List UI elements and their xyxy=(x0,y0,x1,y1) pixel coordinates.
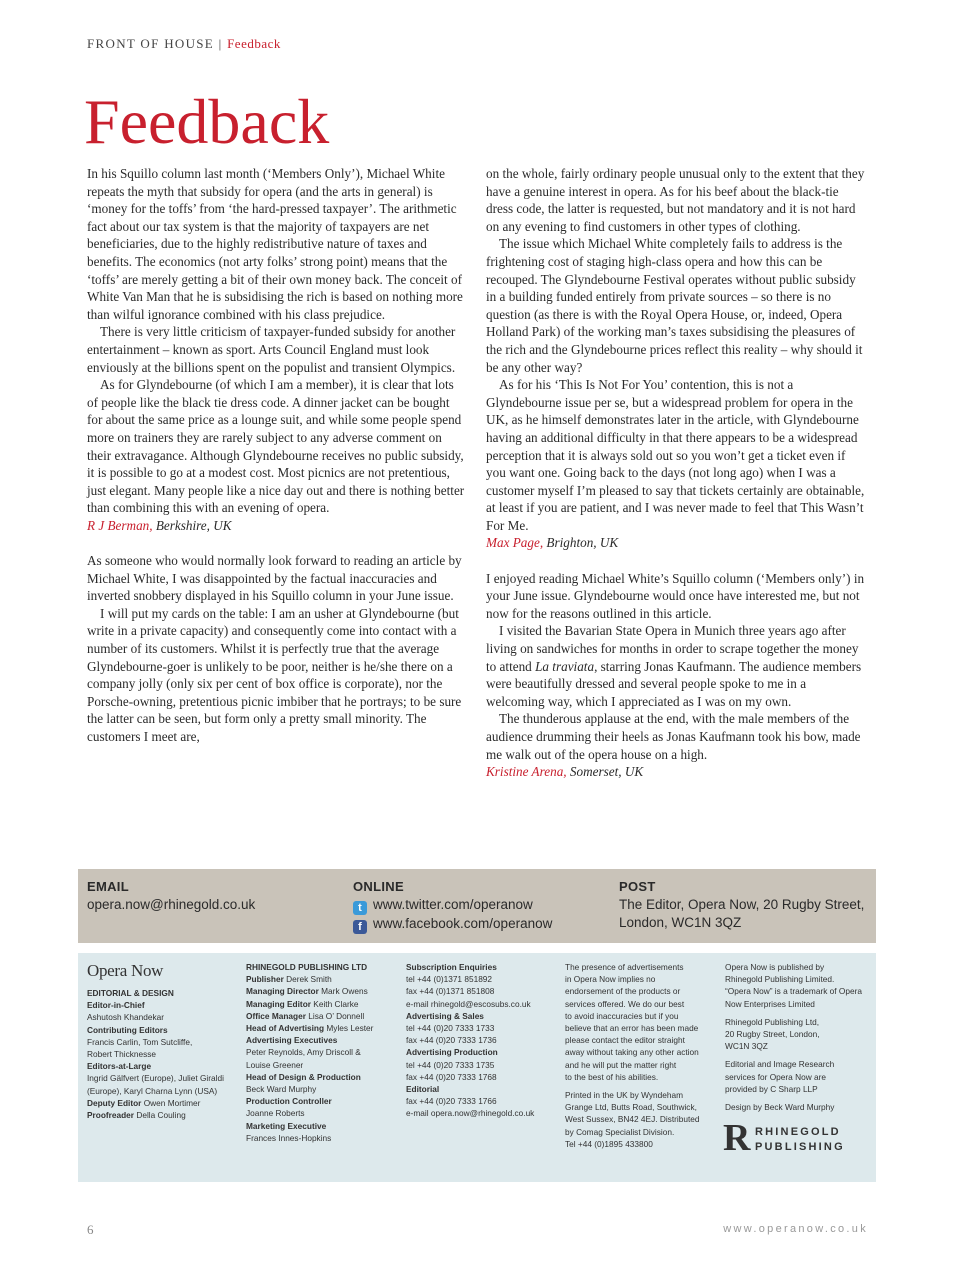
masthead-value: Mark Owens xyxy=(318,986,368,997)
masthead-line xyxy=(246,1120,396,1132)
masthead-line xyxy=(246,1083,396,1095)
masthead-line xyxy=(87,1060,237,1072)
contact-post xyxy=(619,878,864,932)
post-heading: POST xyxy=(619,879,656,894)
masthead-publisher-info xyxy=(725,961,875,1113)
masthead-line xyxy=(406,1022,556,1034)
letter-paragraph: The issue which Michael White completely fails to address is the frightening cost of staging high-class opera and how this can be recouped. The Glyndebourne Festival operates without public subsidy in a building funded entirely from private sources – so there is no question (as there is with the Royal Opera House, or, indeed, Opera Holland Park) of the working man’s taxes subsidising the pleasures of the rich and the Glyndebourne prices reflect this reality – why should it be any other way? xyxy=(486,236,863,375)
masthead-value: fax +44 (0)1371 851808 xyxy=(406,986,495,997)
masthead-line xyxy=(406,1095,556,1107)
page-number: 6 xyxy=(87,1222,94,1237)
masthead-line xyxy=(406,1046,556,1058)
masthead-value: fax +44 (0)20 7333 1766 xyxy=(406,1096,497,1107)
masthead-role: Publisher xyxy=(246,974,284,985)
masthead-role: Head of Design & Production xyxy=(246,1071,361,1082)
signature-place: Somerset, UK xyxy=(569,764,644,780)
masthead-value: Joanne Roberts xyxy=(246,1108,305,1119)
masthead-line xyxy=(87,1085,237,1097)
facebook-link[interactable]: www.facebook.com/operanow xyxy=(373,916,553,931)
twitter-link[interactable]: www.twitter.com/operanow xyxy=(373,897,533,912)
masthead-text-line: to avoid inaccuracies but if you xyxy=(565,1010,679,1021)
masthead-value: fax +44 (0)20 7333 1736 xyxy=(406,1035,497,1046)
masthead-line xyxy=(87,1097,237,1109)
letter-signature xyxy=(486,534,866,552)
masthead-value: Louise Greener xyxy=(246,1059,304,1070)
masthead-role: Production Controller xyxy=(246,1096,332,1107)
masthead-line xyxy=(87,1024,237,1036)
masthead-text-line: believe that an error has been made xyxy=(565,1023,699,1034)
masthead-line xyxy=(406,1034,556,1046)
masthead-value: tel +44 (0)20 7333 1735 xyxy=(406,1059,495,1070)
masthead-line xyxy=(406,1059,556,1071)
page-title: Feedback xyxy=(84,86,330,157)
masthead-text-line: Opera Now is published by xyxy=(725,962,825,972)
masthead-text-line: in Opera Now implies no xyxy=(565,974,656,985)
masthead-role: Head of Advertising xyxy=(246,1023,325,1034)
masthead-line xyxy=(246,1132,396,1144)
masthead-value: (Europe), Karyl Charna Lynn (USA) xyxy=(87,1085,218,1096)
signature-place: Berkshire, UK xyxy=(155,517,232,533)
masthead-text-line: services for Opera Now are xyxy=(725,1071,826,1082)
masthead-publishing xyxy=(246,961,396,1144)
masthead-line xyxy=(87,1048,237,1060)
masthead-value: tel +44 (0)1371 851892 xyxy=(406,974,493,985)
masthead-line xyxy=(406,998,556,1010)
masthead-line xyxy=(406,1107,556,1119)
masthead-line xyxy=(246,1095,396,1107)
masthead-text-line: West Sussex, BN42 4EJ. Distributed xyxy=(565,1114,700,1125)
masthead-value: Francis Carlin, Tom Sutcliffe, xyxy=(87,1036,193,1047)
masthead-line xyxy=(406,1083,556,1095)
masthead-role: Advertising Production xyxy=(406,1047,498,1058)
masthead-line xyxy=(246,998,396,1010)
masthead-role: Editor-in-Chief xyxy=(87,1000,145,1011)
masthead-disclaimer xyxy=(565,961,717,1150)
masthead-value: fax +44 (0)20 7333 1768 xyxy=(406,1071,497,1082)
masthead-text-line: provided by C Sharp LLP xyxy=(725,1083,818,1094)
letter-paragraph: In his Squillo column last month (‘Members Only’), Michael White repeats the myth that subsidy for opera (and the arts in general) is ‘money for the toffs’ from ‘the hard-pressed taxpayer’. The arithmetic fact about our tax system is that the majority of taxpayers are net beneficiaries, due to the highly redistributive nature of taxes and benefits. The economics (not arty folks’ strong point) means that the ‘toffs’ are merely getting a bit of their own money back. The conceit of White Van Man that he is subsidising the rich is based on nothing more than wilful ignorance combined with his class prejudice. xyxy=(87,166,463,322)
masthead-value: Keith Clarke xyxy=(311,998,359,1009)
masthead-text-line: Design by Beck Ward Murphy xyxy=(725,1102,835,1113)
email-link[interactable]: opera.now@rhinegold.co.uk xyxy=(87,897,256,912)
letter-paragraph: I visited the Bavarian State Opera in Munich three years ago after living on sandwiches for months in order to scrape together the money to attend La traviata, starring Jonas Kaufmann. The audience members were beautifully dressed and several people spoke to me in a welcoming way, which I appreciated as I was on my own. xyxy=(486,623,862,709)
masthead-line xyxy=(246,1010,396,1022)
masthead-value: e-mail rhinegold@escosubs.co.uk xyxy=(406,998,531,1009)
opera-now-logo: Opera Now xyxy=(87,961,164,980)
masthead-line xyxy=(87,987,237,999)
masthead-role: Editorial xyxy=(406,1084,440,1095)
signature-place: Brighton, UK xyxy=(546,535,619,551)
post-address-line: London, WC1N 3QZ xyxy=(619,915,742,930)
masthead-text-line: Tel +44 (0)1895 433800 xyxy=(565,1138,653,1149)
masthead-line xyxy=(246,1071,396,1083)
signature-name: R J Berman, xyxy=(87,517,153,533)
masthead-text-line: 20 Rugby Street, London, xyxy=(725,1029,820,1040)
masthead-line xyxy=(87,1036,237,1048)
email-heading: EMAIL xyxy=(87,879,129,894)
masthead-line xyxy=(246,973,396,985)
masthead-role: Managing Director xyxy=(246,986,319,997)
masthead-line xyxy=(406,985,556,997)
masthead-role: Marketing Executive xyxy=(246,1120,327,1131)
letter-signature xyxy=(486,763,866,781)
online-heading: ONLINE xyxy=(353,879,404,894)
contact-email xyxy=(87,878,255,914)
masthead-line xyxy=(87,1109,237,1121)
subsection-label: Feedback xyxy=(227,36,281,51)
opera-title: La traviata xyxy=(535,658,595,674)
masthead-value: Ingrid Gälfvert (Europe), Juliet Giraldi xyxy=(87,1073,224,1084)
signature-name: Kristine Arena, xyxy=(486,764,567,780)
masthead-line xyxy=(87,1011,237,1023)
masthead-role: Deputy Editor xyxy=(87,1097,142,1108)
masthead-text-line: endorsement of the products or xyxy=(565,986,681,997)
section-label: FRONT OF HOUSE xyxy=(87,36,215,51)
rhinegold-logo-line: PUBLISHING xyxy=(755,1141,845,1153)
masthead-text-line: Now Enterprises Limited xyxy=(725,998,815,1009)
masthead-role: Advertising Executives xyxy=(246,1035,338,1046)
rhinegold-logo-mark: R xyxy=(723,1117,751,1159)
contact-bar xyxy=(78,869,876,943)
masthead-text-line: Editorial and Image Research xyxy=(725,1059,835,1070)
letter-paragraph: There is very little criticism of taxpayer-funded subsidy for another entertainment – known as sport. Arts Council England must look enviously at the billions spent on the populist and transient Olympics. xyxy=(87,324,456,375)
letter-paragraph: As for Glyndebourne (of which I am a member), it is clear that lots of people like the black tie dress code. A dinner jacket can be bought for about the same price as a lounge suit, and while some people spend more on trainers they are rarely subject to any adverse comment on their extravagance. Although Glyndebourne receives no public subsidy, it is possible to go at a modest cost. Most picnics are not pretentious, just elegant. Many people like a nice day out and there is nothing better than combining this with an evening of opera. xyxy=(87,377,465,516)
footer-url[interactable]: www.operanow.co.uk xyxy=(723,1223,868,1235)
masthead-role: Contributing Editors xyxy=(87,1024,168,1035)
letter-paragraph: The thunderous applause at the end, with the male members of the audience drumming their heels as Jonas Kaufmann took his bow, made me walk out of the opera house on a high. xyxy=(486,711,861,762)
signature-name: Max Page, xyxy=(486,535,544,551)
masthead-value: Beck Ward Murphy xyxy=(246,1084,317,1095)
masthead-role: RHINEGOLD PUBLISHING LTD xyxy=(246,962,368,972)
masthead-line xyxy=(406,1071,556,1083)
facebook-icon: f xyxy=(353,920,367,934)
section-separator: | xyxy=(218,36,223,51)
rhinegold-logo-line: RHINEGOLD xyxy=(755,1126,841,1138)
masthead-role: Editors-at-Large xyxy=(87,1061,152,1072)
letter-paragraph: I enjoyed reading Michael White’s Squillo column (‘Members only’) in your June issue. Glyndebourne would once have interested me, but not now for the reasons outlined in this article. xyxy=(486,570,865,621)
twitter-icon: t xyxy=(353,901,367,915)
masthead-value: Myles Lester xyxy=(324,1023,374,1034)
masthead-role: Office Manager xyxy=(246,1010,306,1021)
masthead-role: Subscription Enquiries xyxy=(406,962,497,972)
masthead-value: Owen Mortimer xyxy=(141,1097,201,1108)
masthead-value: Robert Thicknesse xyxy=(87,1049,157,1060)
masthead-text-line: Printed in the UK by Wyndeham xyxy=(565,1090,683,1101)
masthead-text-line: services offered. We do our best xyxy=(565,998,685,1009)
masthead-value: Ashutosh Khandekar xyxy=(87,1012,165,1023)
masthead-line xyxy=(246,1107,396,1119)
letter-paragraph: As someone who would normally look forward to reading an article by Michael White, I was disappointed by the factual inaccuracies and inverted snobbery displayed in his Squillo column in your June issue. xyxy=(87,553,462,604)
masthead-value: Frances Innes-Hopkins xyxy=(246,1132,332,1143)
masthead-line xyxy=(246,961,396,973)
post-address-line: The Editor, Opera Now, 20 Rugby Street, xyxy=(619,897,865,912)
letters-left-column xyxy=(87,165,467,746)
masthead-text-line: WC1N 3QZ xyxy=(725,1041,768,1052)
letter-paragraph: on the whole, fairly ordinary people unusual only to the extent that they have a genuine interest in opera. As for his beef about the black-tie dress code, the latter is requested, but not mandatory and it is not hard on any evening to find customers in other types of clothing. xyxy=(486,166,865,234)
masthead-value: tel +44 (0)20 7333 1733 xyxy=(406,1023,495,1034)
masthead-role: EDITORIAL & DESIGN xyxy=(87,988,174,998)
masthead-role: Managing Editor xyxy=(246,998,311,1009)
masthead-value: Derek Smith xyxy=(283,974,332,985)
letters-right-column xyxy=(486,165,866,781)
masthead-text-line: to the best of his abilities. xyxy=(565,1071,659,1082)
masthead-text-line: Rhinegold Publishing Ltd, xyxy=(725,1016,820,1027)
masthead-line xyxy=(406,961,556,973)
masthead-value: Lisa O’ Donnell xyxy=(305,1010,365,1021)
masthead-text-line: please contact the editor straight xyxy=(565,1035,685,1046)
masthead-line xyxy=(246,1059,396,1071)
letter-signature xyxy=(87,517,467,535)
masthead-contacts xyxy=(406,961,556,1120)
masthead-role: Advertising & Sales xyxy=(406,1010,484,1021)
section-header xyxy=(87,36,281,52)
masthead-line xyxy=(87,1072,237,1084)
masthead-line xyxy=(246,1034,396,1046)
masthead-line xyxy=(246,1022,396,1034)
masthead-line xyxy=(246,1046,396,1058)
masthead-line xyxy=(406,1010,556,1022)
masthead-line xyxy=(246,985,396,997)
masthead-editorial xyxy=(87,961,237,1121)
contact-online xyxy=(353,878,552,934)
masthead-text-line: The presence of advertisements xyxy=(565,962,684,972)
masthead-line xyxy=(87,999,237,1011)
letter-paragraph: As for his ‘This Is Not For You’ contention, this is not a Glyndebourne issue per se, but a widespread problem for opera in the UK, as he himself demonstrates later in the article, with Glyndebourne having an additional difficulty in that there appears to be a widespread perception that it is always sold out so you won’t get a ticket even if you want one. Going back to the days (not long ago) when I was a customer myself I’m pleased to say that tickets certainly are obtainable, at least if you are patient, and I was never made to feel that This Wasn’t For Me. xyxy=(486,377,865,533)
masthead-text-line: “Opera Now” is a trademark of Opera xyxy=(725,986,862,997)
masthead-text-line: and he will put the matter right xyxy=(565,1059,677,1070)
letter-paragraph: I will put my cards on the table: I am an usher at Glyndebourne (but write in a private capacity) and consequently come into contact with a number of its customers. Whilst it is perfectly true that the average Glyndebourne-goer is unlikely to be poor, neither is he/she there on a company jolly (only six per cent of box office is corporate), nor the Porsche-owning, pretentious picnic imbiber that he portrays; to be sure the latter can be seen, but form only a pretty small minority. The customers I meet are, xyxy=(87,605,462,744)
masthead-text-line: by Comag Specialist Division. xyxy=(565,1126,675,1137)
masthead-line xyxy=(406,973,556,985)
masthead-text-line: Rhinegold Publishing Limited. xyxy=(725,974,835,985)
masthead-value: e-mail opera.now@rhinegold.co.uk xyxy=(406,1108,535,1119)
masthead-role: Proofreader xyxy=(87,1110,135,1121)
masthead-text-line: away without taking any other action xyxy=(565,1047,699,1058)
masthead-value: Della Couling xyxy=(134,1110,186,1121)
masthead-value: Peter Reynolds, Amy Driscoll & xyxy=(246,1047,361,1058)
masthead xyxy=(78,953,876,1182)
masthead-text-line: Grange Ltd, Butts Road, Southwick, xyxy=(565,1102,697,1113)
